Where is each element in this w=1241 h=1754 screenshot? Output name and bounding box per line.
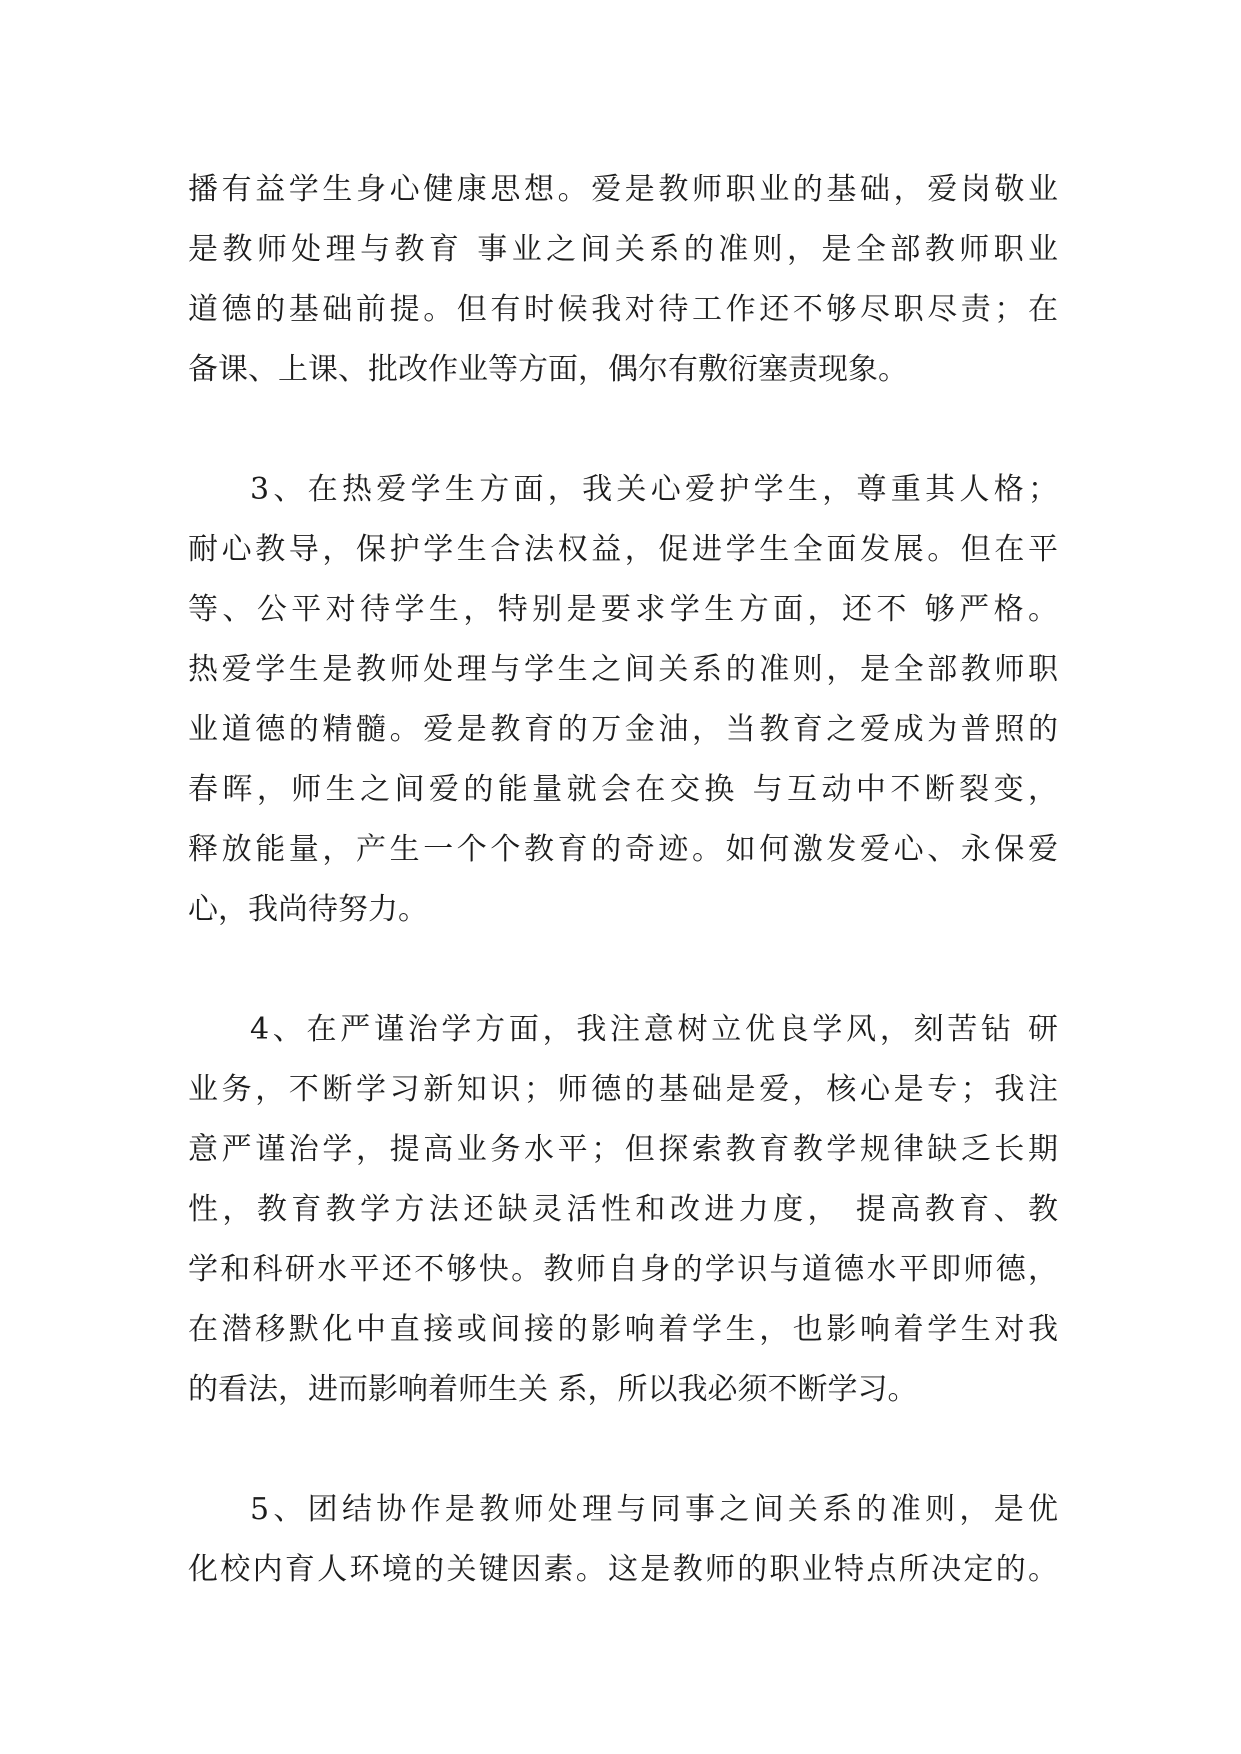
text-line: 备课、上课、批改作业等方面，偶尔有敷衍塞责现象。 [188,352,908,387]
text-line: 心，我尚待努力。 [188,892,428,927]
paragraph-5 [188,1480,1058,1600]
text-line: 的看法，进而影响着师生关 系，所以我必须不断学习。 [188,1372,918,1407]
text-line: 释放能量，产生一个个教育的奇迹。如何激发爱心、永保爱 [188,832,1058,867]
paragraph-3 [188,460,1058,940]
text-line: 性，教育教学方法还缺灵活性和改进力度， 提高教育、教 [188,1192,1058,1227]
text-line: 化校内育人环境的关键因素。这是教师的职业特点所决定的。 [188,1552,1058,1587]
paragraph-4 [188,1000,1058,1420]
text-line: 在潜移默化中直接或间接的影响着学生，也影响着学生对我 [188,1312,1058,1347]
text-line: 4、在严谨治学方面，我注意树立优良学风，刻苦钻 研 [250,1012,1058,1047]
text-line: 是教师处理与教育 事业之间关系的准则，是全部教师职业 [188,232,1058,267]
paragraph-continued [188,160,1058,400]
paragraph-gap [188,1420,1058,1480]
text-line: 学和科研水平还不够快。教师自身的学识与道德水平即师德， [188,1252,1058,1287]
text-line: 5、团结协作是教师处理与同事之间关系的准则，是优 [250,1492,1058,1527]
text-line: 意严谨治学，提高业务水平；但探索教育教学规律缺乏长期 [188,1132,1058,1167]
paragraph-gap [188,400,1058,460]
text-line: 道德的基础前提。但有时候我对待工作还不够尽职尽责；在 [188,292,1058,327]
paragraph-gap [188,940,1058,1000]
text-line: 耐心教导，保护学生合法权益，促进学生全面发展。但在平 [188,532,1058,567]
text-line: 热爱学生是教师处理与学生之间关系的准则，是全部教师职 [188,652,1058,687]
text-line: 播有益学生身心健康思想。爱是教师职业的基础，爱岗敬业 [188,172,1058,207]
text-line: 3、在热爱学生方面，我关心爱护学生，尊重其人格； [250,472,1058,507]
text-line: 业务，不断学习新知识；师德的基础是爱，核心是专；我注 [188,1072,1058,1107]
text-line: 业道德的精髓。爱是教育的万金油，当教育之爱成为普照的 [188,712,1058,747]
document-body [188,160,1058,1600]
text-line: 等、公平对待学生，特别是要求学生方面，还不 够严格。 [188,592,1058,627]
text-line: 春晖，师生之间爱的能量就会在交换 与互动中不断裂变， [188,772,1058,807]
